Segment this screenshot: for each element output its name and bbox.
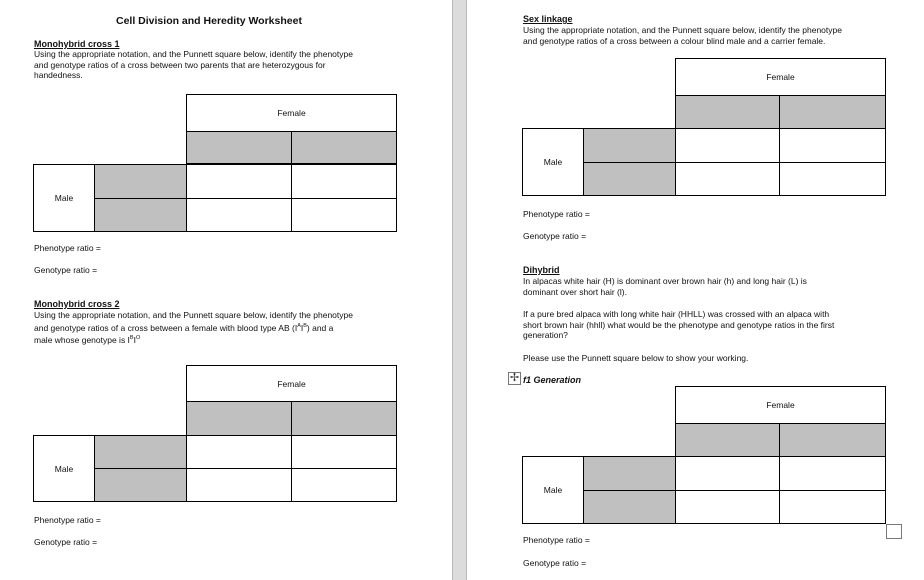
- table-resize-handle-icon[interactable]: [886, 524, 902, 539]
- mono1-male-header: [33, 164, 95, 232]
- mono1-offspring-cell[interactable]: [186, 198, 292, 232]
- mono1-male-label: Male: [54, 193, 74, 203]
- page-gap: [452, 0, 467, 580]
- dihybrid-female-allele-2[interactable]: [779, 423, 886, 457]
- dihybrid-offspring-cell[interactable]: [675, 490, 780, 524]
- mono1-male-allele-1[interactable]: [94, 164, 187, 199]
- dihybrid-female-label: Female: [766, 400, 795, 410]
- sex-male-header: [522, 128, 584, 196]
- mono2-phenotype-ratio[interactable]: Phenotype ratio =: [34, 515, 101, 525]
- left-page: [0, 0, 452, 580]
- sex-offspring-cell[interactable]: [779, 162, 886, 196]
- mono2-female-label: Female: [277, 378, 306, 389]
- dihybrid-line-4: short brown hair (hhll) what would be the phenotype and genotype ratios in the first: [523, 319, 835, 330]
- sex-male-allele-2[interactable]: [583, 162, 676, 196]
- mono2-male-header: [33, 435, 95, 502]
- sex-female-allele-1[interactable]: [675, 95, 780, 129]
- table-move-handle-icon[interactable]: ✢: [509, 372, 520, 384]
- mono1-offspring-cell[interactable]: [291, 198, 397, 232]
- mono1-female-header: [186, 94, 397, 132]
- mono2-line-2-end: ) and a: [306, 322, 334, 333]
- dihybrid-line-2: dominant over short hair (l).: [523, 286, 627, 297]
- sex-offspring-cell[interactable]: [675, 128, 780, 163]
- sex-offspring-cell[interactable]: [779, 128, 886, 163]
- sex-genotype-ratio[interactable]: Genotype ratio =: [523, 231, 587, 241]
- mono1-female-allele-1[interactable]: [186, 131, 292, 164]
- mono2-male-allele-1[interactable]: [94, 435, 187, 469]
- sex-instructions: [523, 25, 842, 46]
- dihybrid-offspring-cell[interactable]: [779, 490, 886, 524]
- mono2-line-2: and genotype ratios of a cross between a female with blood type AB $(I^AI^B)$ and a: [34, 322, 334, 333]
- dihybrid-line-3: If a pure bred alpaca with long white hair (HHLL) was crossed with an alpaca with: [523, 309, 830, 319]
- mono2-line-2-text: and genotype ratios of a cross between a female with blood type AB (I: [34, 322, 298, 333]
- mono2-offspring-cell[interactable]: [291, 468, 397, 502]
- sex-phenotype-ratio[interactable]: Phenotype ratio =: [523, 209, 590, 219]
- dihybrid-line-5: generation?: [523, 330, 568, 340]
- mono2-female-allele-1[interactable]: [186, 401, 292, 436]
- mono2-offspring-cell[interactable]: [291, 435, 397, 469]
- mono2-heading: Monohybrid cross 2: [34, 299, 120, 309]
- mono2-instructions: [34, 310, 353, 345]
- mono1-instructions: [34, 49, 353, 81]
- mono2-male-allele-2[interactable]: [94, 468, 187, 502]
- dihybrid-female-allele-1[interactable]: [675, 423, 780, 457]
- mono1-male-allele-2[interactable]: [94, 198, 187, 232]
- mono1-female-label: Female: [277, 108, 306, 118]
- allele-superscript: B: [129, 334, 134, 341]
- dihybrid-offspring-cell[interactable]: [779, 456, 886, 491]
- dihybrid-phenotype-ratio[interactable]: Phenotype ratio =: [523, 535, 590, 545]
- allele-superscript: O: [135, 334, 141, 341]
- mono2-line-3: male whose genotype is $I^BI^O$: [34, 334, 141, 345]
- dihybrid-line-1: In alpacas white hair (H) is dominant over brown hair (h) and long hair (L) is: [523, 276, 807, 286]
- sex-line-2: and genotype ratios of a cross between a colour blind male and a carrier female.: [523, 35, 826, 46]
- mono2-line-1: Using the appropriate notation, and the Punnett square below, identify the phenotype: [34, 310, 353, 320]
- dihybrid-question: [523, 309, 834, 341]
- mono1-line-3: handedness.: [34, 70, 83, 80]
- sex-heading: Sex linkage: [523, 14, 573, 24]
- dihybrid-male-allele-1[interactable]: [583, 456, 676, 491]
- dihybrid-intro: [523, 276, 807, 297]
- mono2-female-allele-2[interactable]: [291, 401, 397, 436]
- dihybrid-male-label: Male: [543, 485, 563, 495]
- mono1-line-1: Using the appropriate notation, and the Punnett square below, identify the phenotype: [34, 49, 353, 59]
- sex-male-label: Male: [543, 157, 563, 167]
- mono1-phenotype-ratio[interactable]: Phenotype ratio =: [34, 243, 101, 253]
- sex-female-label: Female: [766, 72, 795, 82]
- sex-male-allele-1[interactable]: [583, 128, 676, 163]
- worksheet-title: Cell Division and Heredity Worksheet: [116, 15, 302, 27]
- dihybrid-male-allele-2[interactable]: [583, 490, 676, 524]
- sex-offspring-cell[interactable]: [675, 162, 780, 196]
- mono2-male-label: Male: [54, 463, 74, 474]
- dihybrid-instruction: Please use the Punnett square below to show your working.: [523, 353, 749, 363]
- mono1-offspring-cell[interactable]: [186, 164, 292, 199]
- f1-generation-label: f1 Generation: [523, 375, 582, 385]
- mono2-line-3-text: male whose genotype is I: [34, 334, 130, 345]
- dihybrid-female-header: [675, 386, 886, 424]
- mono2-offspring-cell[interactable]: [186, 468, 292, 502]
- allele-superscript: B: [303, 322, 307, 329]
- mono1-offspring-cell[interactable]: [291, 164, 397, 199]
- sex-female-allele-2[interactable]: [779, 95, 886, 129]
- right-page: [467, 0, 924, 580]
- allele-superscript: A: [297, 322, 301, 329]
- dihybrid-genotype-ratio[interactable]: Genotype ratio =: [523, 558, 587, 568]
- dihybrid-heading: Dihybrid: [523, 265, 560, 275]
- mono1-heading: Monohybrid cross 1: [34, 39, 120, 49]
- sex-line-1: Using the appropriate notation, and the Punnett square below, identify the phenotype: [523, 25, 842, 35]
- sex-female-header: [675, 58, 886, 96]
- dihybrid-male-header: [522, 456, 584, 524]
- mono1-line-2: and genotype ratios of a cross between two parents that are heterozygous for: [34, 59, 326, 70]
- mono2-female-header: [186, 365, 397, 402]
- mono2-genotype-ratio[interactable]: Genotype ratio =: [34, 537, 98, 547]
- dihybrid-offspring-cell[interactable]: [675, 456, 780, 491]
- mono1-genotype-ratio[interactable]: Genotype ratio =: [34, 265, 98, 275]
- mono1-female-allele-2[interactable]: [291, 131, 397, 164]
- mono2-offspring-cell[interactable]: [186, 435, 292, 469]
